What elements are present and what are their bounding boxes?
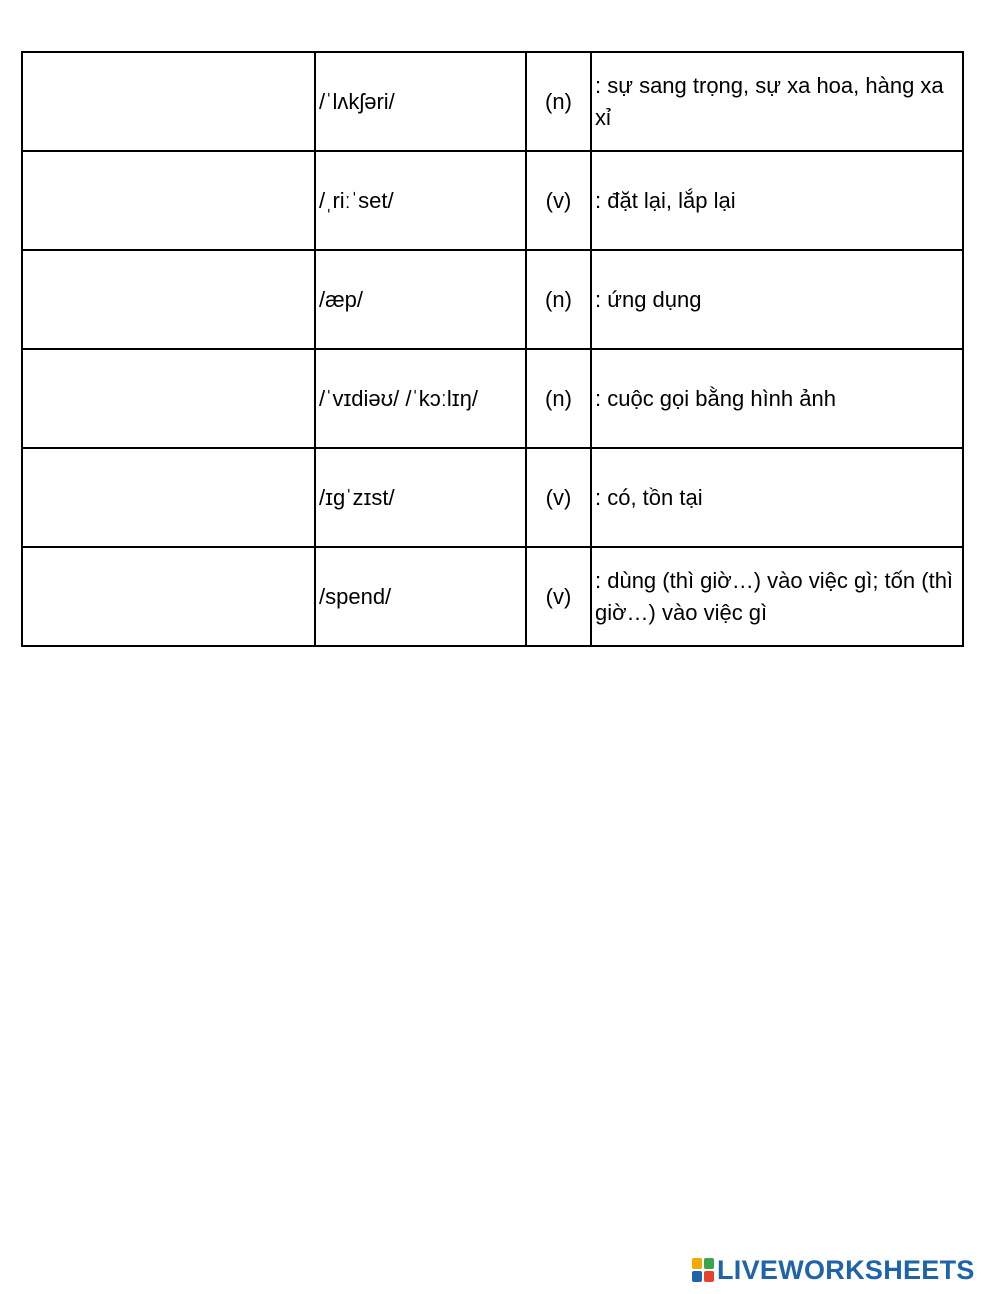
table-row bbox=[22, 448, 963, 547]
part-of-speech-cell: (v) bbox=[526, 547, 591, 646]
liveworksheets-brand bbox=[692, 1256, 975, 1284]
word-answer-cell[interactable] bbox=[22, 151, 315, 250]
ipa-cell: /ˌriːˈset/ bbox=[315, 151, 526, 250]
part-of-speech-cell: (n) bbox=[526, 349, 591, 448]
word-answer-cell[interactable] bbox=[22, 547, 315, 646]
part-of-speech-cell: (v) bbox=[526, 448, 591, 547]
meaning-cell: : đặt lại, lắp lại bbox=[591, 151, 963, 250]
word-answer-cell[interactable] bbox=[22, 250, 315, 349]
table-row bbox=[22, 52, 963, 151]
meaning-cell: : có, tồn tại bbox=[591, 448, 963, 547]
ipa-cell: /ˈvɪdiəʊ/ /ˈkɔːlɪŋ/ bbox=[315, 349, 526, 448]
logo-square-2 bbox=[704, 1258, 714, 1269]
logo-square-1 bbox=[692, 1258, 702, 1269]
part-of-speech-cell: (n) bbox=[526, 52, 591, 151]
table-row bbox=[22, 547, 963, 646]
ipa-cell: /ˈlʌkʃəri/ bbox=[315, 52, 526, 151]
word-answer-cell[interactable] bbox=[22, 448, 315, 547]
table-row bbox=[22, 349, 963, 448]
meaning-cell: : dùng (thì giờ…) vào việc gì; tốn (thì giờ…) vào việc gì bbox=[591, 547, 963, 646]
ipa-cell: /æp/ bbox=[315, 250, 526, 349]
ipa-cell: /spend/ bbox=[315, 547, 526, 646]
part-of-speech-cell: (n) bbox=[526, 250, 591, 349]
table-row bbox=[22, 250, 963, 349]
brand-wordmark: LIVEWORKSHEETS bbox=[717, 1255, 975, 1285]
logo-square-3 bbox=[692, 1271, 702, 1282]
word-answer-cell[interactable] bbox=[22, 349, 315, 448]
meaning-cell: : ứng dụng bbox=[591, 250, 963, 349]
logo-square-4 bbox=[704, 1271, 714, 1282]
liveworksheets-logo-icon bbox=[692, 1258, 714, 1282]
word-answer-cell[interactable] bbox=[22, 52, 315, 151]
table-row bbox=[22, 151, 963, 250]
vocabulary-table bbox=[21, 51, 964, 647]
meaning-cell: : sự sang trọng, sự xa hoa, hàng xa xỉ bbox=[591, 52, 963, 151]
meaning-cell: : cuộc gọi bằng hình ảnh bbox=[591, 349, 963, 448]
part-of-speech-cell: (v) bbox=[526, 151, 591, 250]
ipa-cell: /ɪɡˈzɪst/ bbox=[315, 448, 526, 547]
